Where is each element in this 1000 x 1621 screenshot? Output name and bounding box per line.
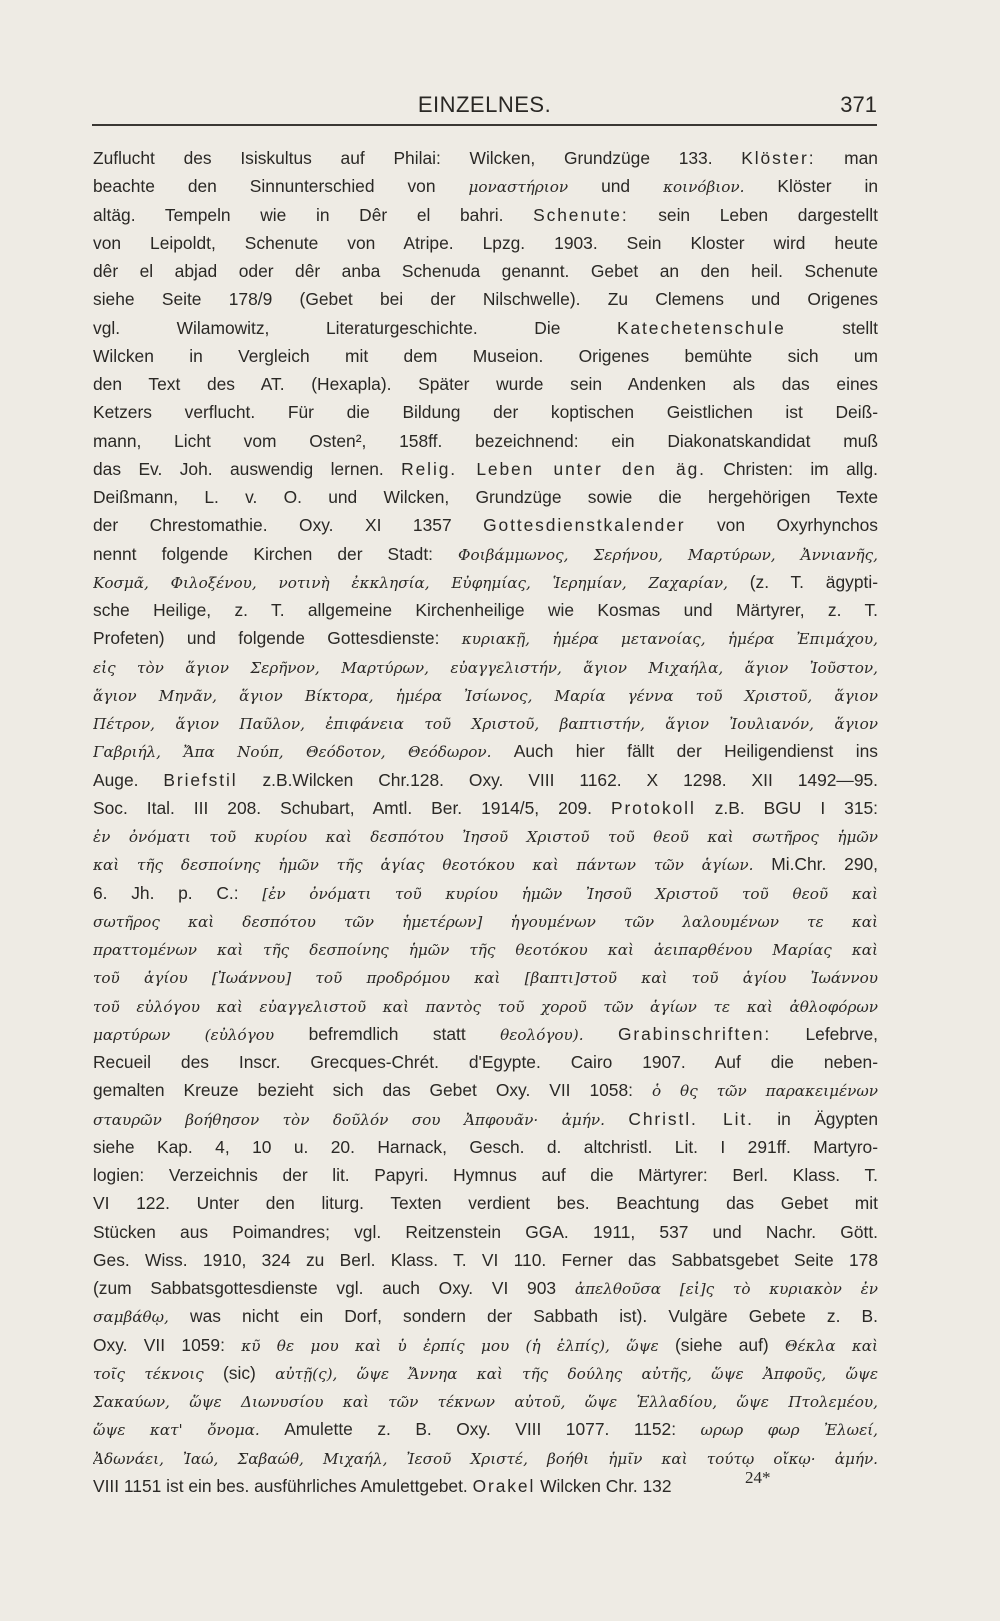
greek-text: ἀπελθοῦσα [εἰ]ς τὸ κυριακὸν ἐν (574, 1280, 878, 1298)
text-line (93, 540, 878, 568)
spaced-keyword: Gottesdienstkalender (483, 515, 686, 536)
text-line (93, 850, 878, 878)
text-segment: Auch hier fällt der Heiligendienst ins (491, 741, 878, 762)
text-segment: z.B. BGU I 315: (695, 797, 878, 818)
text-line (93, 624, 878, 652)
text-line (93, 963, 878, 991)
greek-text: θεολόγου). (500, 1025, 584, 1044)
text-segment: 6. Jh. p. C.: (93, 882, 263, 903)
text-line (93, 511, 878, 539)
text-segment: vgl. Wilamowitz, Literaturgeschichte. Die (93, 317, 617, 338)
greek-text: πραττομένων καὶ τῆς δεσποίνης ἡμῶν τῆς θεοτόκου καὶ ἀειπαρθένου Μαρίας καὶ (93, 941, 878, 959)
greek-text: μοναστήριον (468, 178, 569, 197)
text-line (93, 596, 878, 624)
text-segment: Stücken aus Poimandres; vgl. Reitzenstein GGA. 1911, 537 und Nachr. Gött. (93, 1221, 878, 1242)
text-line (93, 879, 878, 907)
page-header (92, 86, 877, 122)
signature-mark: 24* (745, 1468, 771, 1487)
text-line (93, 1189, 878, 1217)
text-line (93, 285, 878, 313)
text-line (93, 201, 878, 229)
greek-text: τοῖς τέκνοις (93, 1364, 204, 1383)
text-segment: nennt folgende Kirchen der Stadt: (93, 543, 459, 564)
greek-text: τοῦ ἁγίου [Ἰωάννου] τοῦ προδρόμου καὶ [βαπτι]στοῦ καὶ τοῦ ἁγίου Ἰωάννου (93, 969, 878, 988)
greek-text: εἰς τὸν ἅγιον Σερῆνον, Μαρτύρων, εὐαγγελιστήν, ἅγιον Μιχαήλα, ἅγιον Ἰοῦστον, (93, 658, 878, 677)
text-segment: Profeten) und folgende Gottesdienste: (93, 628, 462, 649)
text-line (93, 992, 878, 1020)
text-segment: von Leipoldt, Schenute von Atripe. Lpzg. 1903. Sein Kloster wird heute (93, 232, 878, 253)
text-line (93, 1246, 878, 1274)
text-line (93, 1105, 878, 1133)
text-segment: altäg. Tempeln wie in Dêr el bahri. (93, 204, 534, 225)
text-line (93, 455, 878, 483)
text-segment: der Chrestomathie. Oxy. XI 1357 (93, 515, 484, 536)
text-segment: mann, Licht vom Osten², 158ff. bezeichnend: ein Diakonatskandidat muß (93, 430, 878, 451)
spaced-keyword: Katechetenschule (616, 317, 786, 338)
text-segment: Christen: im allg. (705, 458, 878, 479)
text-segment: Amulette z. B. Oxy. VIII 1077. 1152: (259, 1419, 701, 1440)
text-segment: von Oxyrhynchos (685, 515, 878, 536)
spaced-keyword: Orakel (472, 1475, 536, 1496)
text-line (93, 653, 878, 681)
text-segment: VI 122. Unter den liturg. Texten verdient bes. Beachtung das Gebet mit (93, 1193, 878, 1214)
text-segment: (zum Sabbatsgottesdienste vgl. auch Oxy. VI 903 (93, 1278, 575, 1298)
text-segment: man (815, 148, 878, 168)
text-line (93, 766, 878, 794)
text-line (93, 427, 878, 455)
text-segment: Wilcken Chr. 132 (535, 1475, 672, 1496)
text-line (93, 483, 878, 511)
text-line (93, 822, 878, 850)
text-segment: Auge. (93, 769, 164, 790)
text-segment: Lefebrve, (771, 1023, 878, 1044)
text-line (93, 314, 878, 342)
text-segment: VIII 1151 ist ein bes. ausführliches Amulettgebet. (93, 1475, 473, 1496)
text-line (93, 681, 878, 709)
greek-text: Γαβριήλ, Ἄπα Νούπ, Θεόδοτον, Θεόδωρον. (93, 743, 492, 762)
body-text (93, 144, 878, 1500)
text-segment (584, 1024, 618, 1044)
text-line (93, 737, 878, 765)
text-segment: beachte den Sinnunterschied von (93, 176, 469, 197)
text-line (93, 935, 878, 963)
greek-text: ὥψε κατ' ὄνομα. (93, 1421, 260, 1440)
text-segment: und (568, 176, 664, 197)
text-line (93, 1359, 878, 1387)
greek-text: [ἐν ὀνόματι τοῦ κυρίου ἡμῶν Ἰησοῦ Χριστοῦ τοῦ θεοῦ καὶ (262, 884, 878, 903)
text-segment: befremdlich statt (274, 1023, 501, 1044)
text-segment: z.B.Wilcken Chr.128. Oxy. VIII 1162. X 1298. XII 1492—95. (237, 769, 878, 790)
greek-text: σωτῆρος καὶ δεσπότου τῶν ἡμετέρων] ἡγουμένων τῶν λαλουμένων τε καὶ (93, 912, 878, 931)
text-line (93, 144, 878, 172)
text-segment: siehe Seite 178/9 (Gebet bei der Nilschwelle). Zu Clemens und Origenes (93, 289, 878, 310)
text-segment: (z. T. ägypti- (727, 571, 878, 592)
greek-text: κοινόβιον. (663, 178, 745, 197)
text-segment: Oxy. VII 1059: (93, 1334, 242, 1355)
text-line (93, 1161, 878, 1189)
greek-text: σαμβάθῳ, (93, 1308, 169, 1327)
page-number: 371 (840, 92, 877, 117)
greek-text: ἅγιον Μηνᾶν, ἅγιον Βίκτορα, ἡμέρα Ἰσίωνος, Μαρία γέννα τοῦ Χριστοῦ, ἅγιον (93, 686, 878, 705)
text-segment: Ketzers verflucht. Für die Bildung der koptischen Geistlichen ist Deiß- (93, 402, 878, 423)
text-segment: Wilcken in Vergleich mit dem Museion. Origenes bemühte sich um (93, 345, 878, 366)
text-segment: (sic) (203, 1362, 276, 1383)
greek-text: Σακαύων, ὥψε Διωνυσίου καὶ τῶν τέκνων αὐτοῦ, ὥψε Ἑλλαδίου, ὥψε Πτολεμέου, (93, 1393, 878, 1411)
text-line (93, 1076, 878, 1104)
greek-text: καὶ τῆς δεσποίνης ἡμῶν τῆς ἁγίας θεοτόκου καὶ πάντων τῶν ἁγίων. (93, 856, 754, 875)
spaced-keyword: Christl. Lit. (628, 1108, 754, 1129)
greek-text: μαρτύρων (εὐλόγου (93, 1025, 275, 1044)
text-line (93, 398, 878, 426)
greek-text: κῦ θε μου καὶ ὑ ἐρπίς μου (ἡ ἐλπίς), ὥψε (241, 1336, 659, 1355)
text-line (93, 229, 878, 257)
text-line (93, 172, 878, 200)
text-line (93, 1274, 878, 1302)
greek-text: ἐν ὀνόματι τοῦ κυρίου καὶ δεσπότου Ἰησοῦ Χριστοῦ τοῦ θεοῦ καὶ σωτῆρος ἡμῶν (93, 828, 878, 846)
text-segment: Recueil des Inscr. Grecques-Chrét. d'Egypte. Cairo 1907. Auf die neben- (93, 1052, 878, 1072)
greek-text: Κοσμᾶ, Φιλοξένου, νοτινὴ ἐκκλησία, Εὐφημίας, Ἱερημίαν, Ζαχαρίαν, (93, 573, 728, 592)
text-segment: in Ägypten (753, 1108, 878, 1129)
text-line (93, 1302, 878, 1330)
greek-text: τοῦ εὐλόγου καὶ εὐαγγελιστοῦ καὶ παντὸς τοῦ χοροῦ τῶν ἁγίων τε καὶ ἀθλοφόρων (93, 997, 878, 1016)
text-segment: Soc. Ital. III 208. Schubart, Amtl. Ber. 1914/5, 209. (93, 797, 611, 818)
text-segment: sein Leben dargestellt (628, 204, 878, 225)
text-segment: dêr el abjad oder dêr anba Schenuda genannt. Gebet an den heil. Schenute (93, 261, 878, 281)
text-segment: Ges. Wiss. 1910, 324 zu Berl. Klass. T. VI 110. Ferner das Sabbatsgebet Seite 178 (93, 1249, 878, 1270)
text-segment: den Text des AT. (Hexapla). Später wurde sein Andenken als das eines (93, 374, 878, 394)
text-segment: sche Heilige, z. T. allgemeine Kirchenheilige wie Kosmas und Märtyrer, z. T. (93, 600, 878, 620)
text-line (93, 1133, 878, 1161)
greek-text: Θέκλα καὶ (785, 1336, 878, 1355)
greek-text: Φοιβάμμωνος, Σερήνου, Μαρτύρων, Ἀννιανῆς, (458, 545, 878, 564)
greek-text: ωρωρ φωρ Ἐλωεί, (700, 1421, 878, 1440)
spaced-keyword: Protokoll (610, 797, 696, 818)
greek-text: σταυρῶν βοήθησον τὸν δοῦλόν σου Ἀπφουᾶν· ἀμήν. (93, 1110, 605, 1129)
spaced-keyword: Grabinschriften: (617, 1023, 772, 1044)
text-segment (605, 1109, 628, 1129)
spaced-keyword: Schenute: (533, 204, 629, 225)
text-line (93, 1415, 878, 1443)
text-line (93, 370, 878, 398)
greek-text: Πέτρον, ἅγιον Παῦλον, ἐπιφάνεια τοῦ Χριστοῦ, βαπτιστήν, ἅγιον Ἰουλιανόν, ἅγιον (93, 715, 878, 733)
text-line (93, 568, 878, 596)
text-segment: Klöster in (744, 176, 878, 197)
text-line (93, 794, 878, 822)
text-segment: Zuflucht des Isiskultus auf Philai: Wilcken, Grundzüge 133. (93, 148, 742, 168)
running-head: EINZELNES. (417, 92, 552, 117)
text-line (93, 709, 878, 737)
text-line (93, 1218, 878, 1246)
greek-text: αὐτῇ(ς), ὥψε Ἄννηα καὶ τῆς δούλης αὐτῆς, ὥψε Ἀπφοῦς, ὥψε (275, 1364, 878, 1383)
text-segment: (siehe auf) (658, 1334, 786, 1355)
spaced-keyword: Relig. Leben unter den äg. (401, 458, 706, 479)
text-line (93, 257, 878, 285)
greek-text: κυριακῇ, ἡμέρα μετανοίας, ἡμέρα Ἐπιμάχου, (461, 630, 878, 649)
text-line (93, 1020, 878, 1048)
greek-text: Ἀδωνάει, Ἰαώ, Σαβαώθ, Μιχαήλ, Ἰεσοῦ Χριστέ, βοήθι ἡμῖν καὶ τούτῳ οἴκῳ· ἀμήν. (93, 1449, 878, 1468)
text-segment: was nicht ein Dorf, sondern der Sabbath ist). Vulgäre Gebete z. B. (168, 1306, 878, 1327)
text-segment: Deißmann, L. v. O. und Wilcken, Grundzüge sowie die hergehörigen Texte (93, 487, 878, 507)
text-segment: gemalten Kreuze bezieht sich das Gebet Oxy. VII 1058: (93, 1080, 652, 1101)
text-segment: logien: Verzeichnis der lit. Papyri. Hymnus auf die Märtyrer: Berl. Klass. T. (93, 1165, 878, 1185)
spaced-keyword: Briefstil (163, 769, 238, 790)
text-segment: siehe Kap. 4, 10 u. 20. Harnack, Gesch. d. altchristl. Lit. I 291ff. Martyro- (93, 1136, 878, 1157)
text-line (93, 342, 878, 370)
text-line (93, 1048, 878, 1076)
text-segment: stellt (785, 317, 878, 338)
spaced-keyword: Klöster: (741, 148, 816, 168)
text-line (93, 907, 878, 935)
text-segment: Mi.Chr. 290, (753, 854, 878, 875)
text-line (93, 1331, 878, 1359)
header-rule (92, 124, 877, 126)
greek-text: ὁ θς τῶν παρακειμένων (651, 1082, 878, 1101)
text-segment: das Ev. Joh. auswendig lernen. (93, 458, 402, 479)
text-line (93, 1387, 878, 1415)
